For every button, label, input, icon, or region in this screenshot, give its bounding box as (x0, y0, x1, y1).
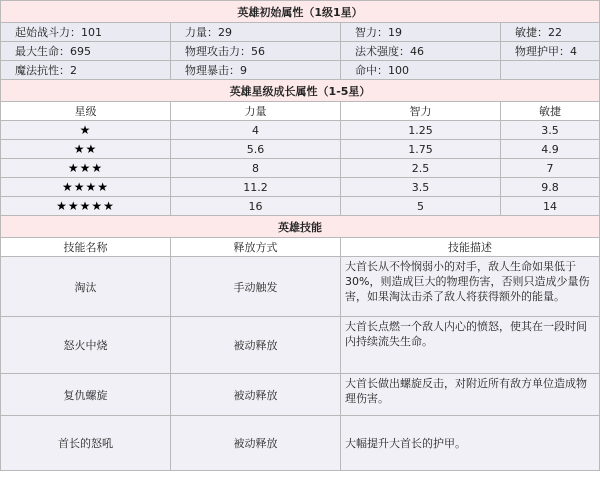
agility-value: 7 (501, 159, 600, 178)
skill-name: 复仇螺旋 (1, 374, 171, 416)
growth-column-headers (1, 102, 600, 121)
skill-row (1, 257, 600, 317)
base-cell: 智力：19 (341, 23, 501, 42)
skill-row (1, 317, 600, 374)
growth-row (1, 159, 600, 178)
base-cell: 物理暴击：9 (171, 61, 341, 80)
skill-description: 大首长点燃一个敌人内心的愤怒，使其在一段时间内持续流失生命。 (341, 317, 600, 374)
skill-description: 大幅提升大首长的护甲。 (341, 416, 600, 471)
strength-value: 16 (171, 197, 341, 216)
intelligence-value: 1.25 (341, 121, 501, 140)
intelligence-value: 1.75 (341, 140, 501, 159)
base-row (1, 42, 600, 61)
growth-row (1, 121, 600, 140)
base-cell (501, 61, 600, 80)
strength-value: 8 (171, 159, 341, 178)
intelligence-value: 3.5 (341, 178, 501, 197)
strength-value: 11.2 (171, 178, 341, 197)
skill-row (1, 374, 600, 416)
star-rating: ★★★ (1, 159, 171, 178)
column-header-release-mode: 释放方式 (171, 238, 341, 257)
skills-column-headers (1, 238, 600, 257)
column-header-skill-description: 技能描述 (341, 238, 600, 257)
skills-title: 英雄技能 (1, 216, 600, 238)
skill-description: 大首长做出螺旋反击，对附近所有敌方单位造成物理伤害。 (341, 374, 600, 416)
base-row (1, 61, 600, 80)
intelligence-value: 5 (341, 197, 501, 216)
base-cell: 力量：29 (171, 23, 341, 42)
intelligence-value: 2.5 (341, 159, 501, 178)
base-attributes-header (1, 1, 600, 23)
base-cell: 敏捷：22 (501, 23, 600, 42)
strength-value: 4 (171, 121, 341, 140)
skill-name: 首长的怒吼 (1, 416, 171, 471)
star-rating: ★★★★★ (1, 197, 171, 216)
column-header-star: 星级 (1, 102, 171, 121)
skill-name: 淘汰 (1, 257, 171, 317)
agility-value: 4.9 (501, 140, 600, 159)
skill-release-mode: 被动释放 (171, 374, 341, 416)
agility-value: 14 (501, 197, 600, 216)
strength-value: 5.6 (171, 140, 341, 159)
base-cell: 魔法抗性：2 (1, 61, 171, 80)
agility-value: 9.8 (501, 178, 600, 197)
base-cell: 命中：100 (341, 61, 501, 80)
star-rating: ★★ (1, 140, 171, 159)
column-header-agility: 敏捷 (501, 102, 600, 121)
star-rating: ★★★★ (1, 178, 171, 197)
base-cell: 起始战斗力：101 (1, 23, 171, 42)
skill-row (1, 416, 600, 471)
skill-description: 大首长从不怜悯弱小的对手，敌人生命如果低于30%，则造成巨大的物理伤害，否则只造成少量伤害，如果淘汰击杀了敌人将获得额外的能量。 (341, 257, 600, 317)
growth-header (1, 80, 600, 102)
column-header-intelligence: 智力 (341, 102, 501, 121)
base-cell: 物理攻击力：56 (171, 42, 341, 61)
growth-row (1, 140, 600, 159)
base-cell: 最大生命：695 (1, 42, 171, 61)
base-cell: 物理护甲：4 (501, 42, 600, 61)
skill-name: 怒火中烧 (1, 317, 171, 374)
skill-release-mode: 被动释放 (171, 416, 341, 471)
base-attributes-title: 英雄初始属性（1级1星） (1, 1, 600, 23)
base-row (1, 23, 600, 42)
growth-row (1, 197, 600, 216)
agility-value: 3.5 (501, 121, 600, 140)
growth-title: 英雄星级成长属性（1-5星） (1, 80, 600, 102)
base-cell: 法术强度：46 (341, 42, 501, 61)
column-header-strength: 力量 (171, 102, 341, 121)
skill-release-mode: 被动释放 (171, 317, 341, 374)
skill-release-mode: 手动触发 (171, 257, 341, 317)
column-header-skill-name: 技能名称 (1, 238, 171, 257)
skills-header (1, 216, 600, 238)
growth-row (1, 178, 600, 197)
star-rating: ★ (1, 121, 171, 140)
